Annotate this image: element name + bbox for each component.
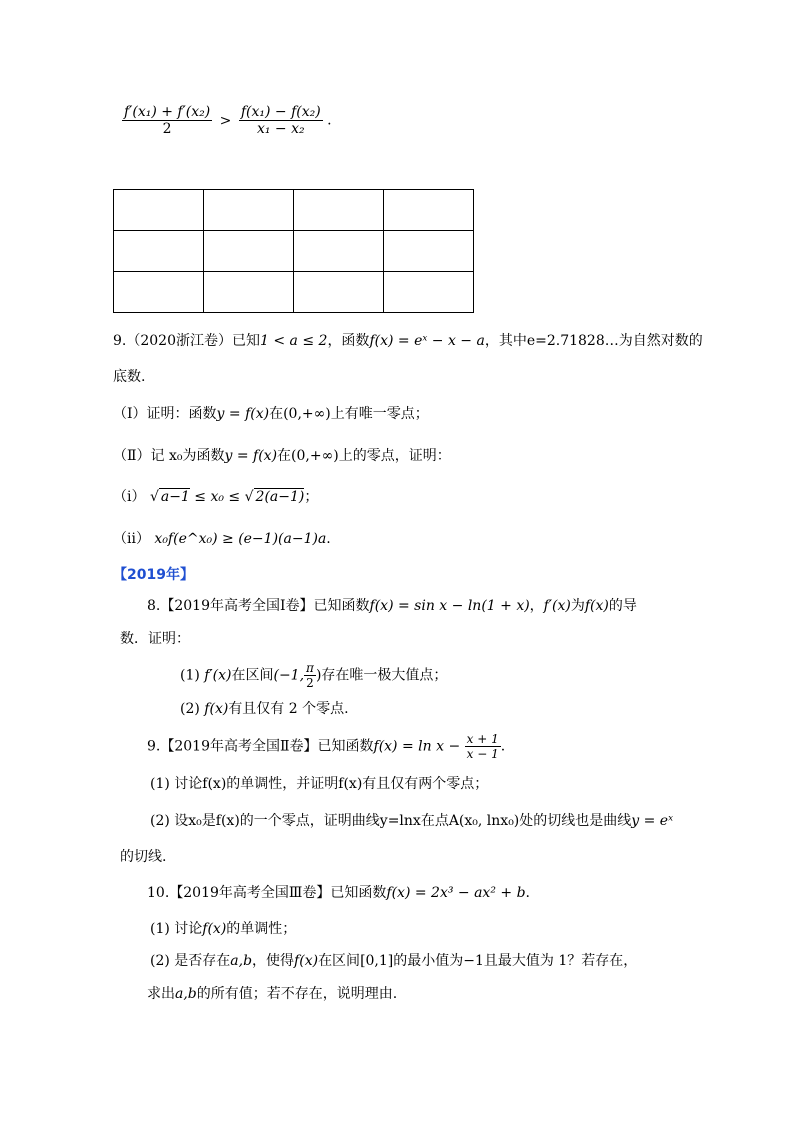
p8-prefix: 8.【2019年高考全国Ⅰ卷】已知函数 — [147, 598, 370, 614]
table-cell — [294, 231, 384, 272]
p9b-fraction — [465, 732, 501, 761]
p8-comma: ， — [529, 598, 544, 614]
p10-item2-in: 在区间 — [318, 953, 361, 969]
fraction-left — [122, 104, 212, 137]
table-cell — [384, 272, 474, 313]
p10-item2-ab: a,b — [230, 953, 253, 969]
p8-deriv-text: 的导 — [608, 598, 637, 614]
p8-fx: f(x) — [584, 598, 609, 614]
p9-part2-interval: (0,+∞) — [291, 448, 339, 464]
p10-item2-min: −1 — [463, 953, 484, 969]
p10-prefix: 10.【2019年高考全国Ⅲ卷】已知函数 — [147, 885, 387, 901]
p8-line2: 数．证明： — [120, 631, 190, 647]
p8-function: f(x) = sin x − ln(1 + x) — [369, 598, 530, 614]
p10-item2 — [150, 950, 637, 970]
p9-part1-interval: (0,+∞) — [283, 406, 331, 422]
p9-sub-i-radicand-a: a−1 — [160, 489, 190, 505]
p9-part1-end: 上有唯一零点； — [330, 406, 429, 422]
p10-item2-func: f(x) — [294, 953, 319, 969]
pi-numerator: π — [306, 661, 314, 675]
greater-than-sign: > — [219, 112, 232, 129]
p8-item1 — [180, 661, 447, 690]
p8-item1-end: 存在唯一极大值点； — [321, 667, 448, 684]
p10-item2-interval: [0,1] — [360, 953, 394, 969]
fraction-left-denominator: 2 — [122, 120, 212, 137]
p10-item1 — [150, 918, 296, 938]
table-cell — [294, 272, 384, 313]
p9b-item2-end: 的切线. — [120, 849, 167, 865]
p9-part2-in: 在 — [277, 448, 292, 464]
p9-part2-end: 上的零点，证明： — [338, 448, 451, 464]
p9-part1 — [113, 403, 429, 423]
table-cell — [114, 272, 204, 313]
p9-prefix: 9.（2020浙江卷）已知 — [113, 333, 260, 349]
p9b-end: . — [500, 738, 506, 755]
table-cell — [114, 231, 204, 272]
p8-line1 — [147, 595, 637, 615]
p10-item2-label: (2) 是否存在 — [150, 953, 231, 969]
p10-item1-end: 的单调性； — [226, 921, 297, 937]
p10-item3-label: 求出 — [147, 986, 175, 1002]
p9-sub-i-label: （ⅰ） — [113, 489, 146, 505]
p9b-line1 — [147, 732, 505, 761]
p10-line1 — [147, 882, 530, 902]
pi-over-two — [304, 661, 316, 690]
p8-item2-end: 有且仅有 2 个零点. — [228, 701, 349, 717]
sqrt-sign: √ — [244, 489, 254, 505]
p9-part1-in: 在 — [269, 406, 284, 422]
table-row — [114, 190, 474, 231]
p10-item2-sodeng: ，使得 — [252, 953, 295, 969]
p8-item1-in-interval: 在区间 — [231, 667, 274, 684]
table-cell — [384, 231, 474, 272]
p9-function: f(x) = eˣ − x − a — [369, 333, 485, 349]
sqrt-sign: √ — [149, 489, 159, 505]
p9-sub-ii-label: （ⅱ） — [113, 531, 150, 547]
p10-item1-func: f(x) — [202, 921, 227, 937]
p9-condition: 1 < a ≤ 2 — [260, 333, 328, 349]
table-cell — [384, 190, 474, 231]
p10-item2-min-text: 的最小值为 — [393, 953, 464, 969]
p9-sub-i-radicand-b: 2(a−1) — [255, 489, 305, 505]
p9-sub-ii-expr: x₀f(e^x₀) ≥ (e−1)(a−1)a — [154, 531, 327, 547]
p9b-item2 — [150, 810, 673, 830]
p10-item3 — [147, 983, 397, 1003]
table-cell — [294, 190, 384, 231]
formula-end: . — [327, 112, 332, 129]
table-cell — [204, 272, 294, 313]
section-heading-2019: 【2019年】 — [113, 567, 194, 583]
fraction-right-numerator: f(x₁) − f(x₂) — [240, 104, 321, 120]
fraction-right — [239, 104, 323, 137]
p8-item1-int-left: (−1, — [273, 667, 305, 684]
p9-sub-ii-end: . — [326, 531, 331, 547]
fraction-right-denominator: x₁ − x₂ — [239, 120, 323, 137]
p9b-item1: (1) 讨论f(x)的单调性，并证明f(x)有且仅有两个零点； — [150, 776, 489, 792]
formula-inequality — [122, 104, 332, 137]
p10-item3-end: 的所有值；若不存在，说明理由. — [196, 986, 398, 1002]
table-cell — [204, 190, 294, 231]
p8-item2-label: (2) — [180, 701, 200, 717]
p9-sub-i-mid: ≤ x₀ ≤ — [189, 489, 245, 505]
p8-item2 — [180, 698, 349, 718]
p9b-item2-func: y = eˣ — [631, 813, 674, 829]
p9-sub-i-end: ； — [304, 489, 319, 505]
p9-text-e: ，其中e=2.71828…为自然对数的 — [484, 333, 703, 349]
p9b-function: f(x) = ln x − — [373, 738, 465, 755]
table-row — [114, 272, 474, 313]
fraction-left-numerator: f′(x₁) + f′(x₂) — [124, 104, 211, 120]
p9-part1-func: y = f(x) — [216, 406, 270, 422]
p9-line1 — [113, 330, 703, 350]
p9b-numerator: x + 1 — [466, 732, 499, 746]
p8-is: 为 — [570, 598, 585, 614]
two-denominator: 2 — [304, 675, 316, 690]
p8-item1-label: (1) — [180, 667, 200, 684]
table-cell — [204, 231, 294, 272]
p8-item2-func: f(x) — [204, 701, 229, 717]
p8-item1-func: f′(x) — [204, 667, 232, 684]
p9-part1-label: （Ⅰ）证明：函数 — [113, 406, 217, 422]
p10-item3-ab: a,b — [175, 986, 197, 1002]
p8-item1-int-right: ) — [315, 667, 322, 684]
table-cell — [114, 190, 204, 231]
p10-item2-max-text: 且最大值为 1？若存在， — [483, 953, 638, 969]
p9-part2 — [113, 445, 451, 465]
table-row — [114, 231, 474, 272]
p9b-denominator: x − 1 — [466, 747, 499, 761]
p9-sub-i — [113, 486, 318, 506]
p9b-prefix: 9.【2019年高考全国Ⅱ卷】已知函数 — [147, 738, 374, 755]
p10-function: f(x) = 2x³ − ax² + b — [386, 885, 526, 901]
p9-part2-func: y = f(x) — [224, 448, 278, 464]
p9b-item2-text: (2) 设x₀是f(x)的一个零点，证明曲线y=lnx在点A(x₀, lnx₀)处的切线也是曲线 — [150, 813, 632, 829]
p9-sub-ii — [113, 528, 331, 548]
p9-part2-label: （Ⅱ）记 x₀为函数 — [113, 448, 225, 464]
p9-line2: 底数. — [113, 369, 146, 385]
empty-table — [113, 189, 474, 313]
p9-text-func: ，函数 — [327, 333, 370, 349]
p10-item1-label: (1) 讨论 — [150, 921, 203, 937]
p10-end: . — [525, 885, 530, 901]
p8-derivative: f′(x) — [543, 598, 571, 614]
